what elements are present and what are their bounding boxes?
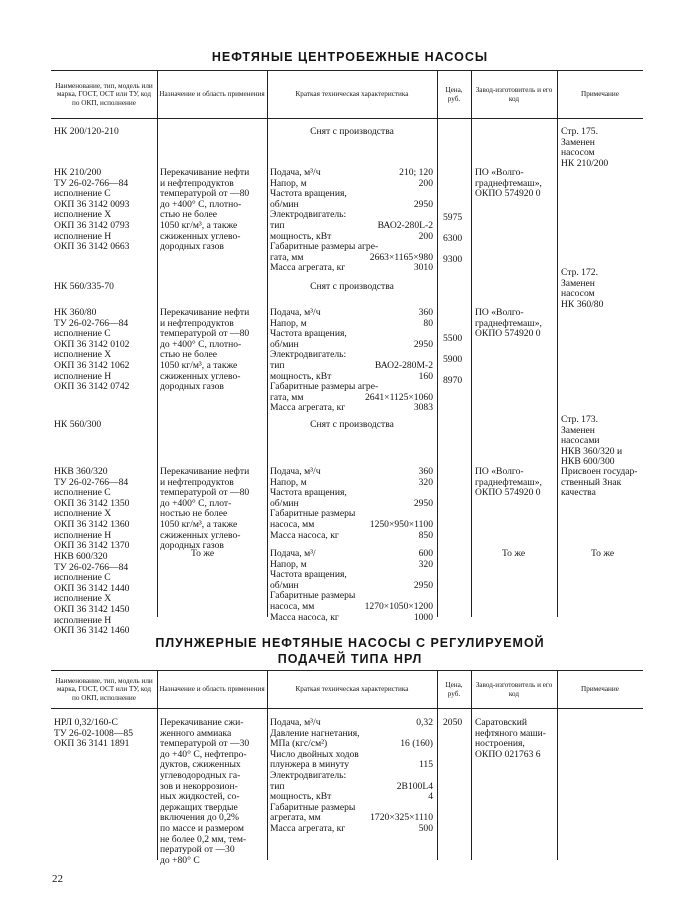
status-discontinued: Снят с производства (310, 419, 394, 430)
manufacturer: ПО «Волго- граднефтемаш», ОКПО 574920 0 (475, 466, 542, 499)
spec-label: Подача, м³/ч (270, 307, 321, 318)
col-divider (471, 670, 472, 860)
spec-label: мощность, кВт (270, 230, 332, 242)
spec-label: Электродвигатель: (270, 209, 347, 221)
spec-label: мощность, кВт (270, 370, 332, 382)
spec-list (270, 168, 433, 274)
spec-label: Подача, м³/ (270, 548, 316, 559)
spec-row (270, 308, 433, 319)
spec-label: Частота вращения, (270, 188, 347, 200)
spec-label: гата, мм (270, 391, 304, 403)
spec-label: об/мин (270, 497, 299, 509)
note: Стр. 173. Заменен насосами НКВ 360/320 и НКВ 600/300 (561, 414, 623, 468)
header-purpose: Назначение и область применения (159, 685, 265, 694)
header-maker: Завод-изготовитель и его код (475, 681, 553, 698)
spec-value: 2В100L4 (396, 780, 433, 792)
spec-label: тип (270, 219, 285, 231)
spec-value: 2950 (413, 497, 433, 509)
spec-list (270, 308, 433, 414)
price: 6300 (443, 233, 463, 244)
spec-label: Напор, м (270, 177, 307, 189)
header-price: Цена, руб. (445, 681, 463, 698)
spec-list (270, 718, 433, 835)
pump-name: НК 200/120-210 (54, 126, 119, 137)
spec-value: 115 (418, 759, 433, 771)
col-divider (157, 70, 158, 617)
spec-value: 2641×1125×1060 (364, 391, 433, 403)
section-title-plunger: ПЛУНЖЕРНЫЕ НЕФТЯНЫЕ НАСОСЫ С РЕГУЛИРУЕМОЙ ПОДАЧЕЙ ТИПА НРЛ (155, 636, 545, 666)
pump-name: НК 560/335-70 (54, 281, 114, 292)
spec-label: Напор, м (270, 476, 307, 488)
spec-row (270, 263, 433, 274)
header-specs: Краткая техническая характеристика (295, 90, 409, 99)
header-note: Примечание (581, 90, 619, 99)
spec-value: 2950 (413, 579, 433, 591)
spec-label: Электродвигатель: (270, 349, 347, 361)
col-divider (267, 70, 268, 617)
price: 5975 (443, 212, 463, 223)
spec-value: 200 (418, 177, 433, 189)
spec-label: Масса агрегата, кг (270, 822, 346, 834)
col-divider (157, 670, 158, 860)
spec-label: агрегата, мм (270, 812, 321, 824)
spec-value: 320 (418, 558, 433, 570)
spec-value: 1250×950×1100 (369, 518, 433, 530)
spec-label: тип (270, 780, 285, 792)
status-discontinued: Снят с производства (310, 126, 394, 137)
spec-label: Масса агрегата, кг (270, 262, 346, 274)
col-divider (557, 70, 558, 617)
spec-label: Подача, м³/ч (270, 717, 321, 728)
spec-label: Подача, м³/ч (270, 167, 321, 178)
spec-label: Масса насоса, кг (270, 529, 339, 541)
spec-label: плунжера в минуту (270, 759, 349, 771)
spec-label: Число двойных ходов (270, 748, 359, 760)
spec-row (270, 520, 433, 531)
spec-row (270, 221, 433, 232)
pump-name: НРЛ 0,32/160-С ТУ 26-02-1008—85 ОКП 36 3141 1891 (54, 717, 134, 750)
spec-label: об/мин (270, 198, 299, 210)
spec-value: 2950 (413, 198, 433, 210)
spec-label: Подача, м³/ч (270, 466, 321, 477)
spec-label: Габаритные размеры агре- (270, 381, 379, 393)
spec-row (270, 718, 433, 729)
spec-value: 3083 (413, 402, 433, 414)
col-divider (557, 670, 558, 860)
note: То же (591, 548, 615, 559)
price: 5500 (443, 333, 463, 344)
spec-label: об/мин (270, 338, 299, 350)
spec-label: гата, мм (270, 251, 304, 263)
spec-row (270, 531, 433, 542)
spec-label: Габаритные размеры (270, 508, 356, 520)
spec-label: Напор, м (270, 317, 307, 329)
spec-label: насоса, мм (270, 600, 315, 612)
note: Стр. 175. Заменен насосом НК 210/200 (561, 126, 609, 169)
spec-label: Масса агрегата, кг (270, 402, 346, 414)
status-discontinued: Снят с производства (310, 281, 394, 292)
spec-label: Масса насоса, кг (270, 611, 339, 623)
spec-row (270, 403, 433, 414)
spec-label: Частота вращения, (270, 487, 347, 499)
spec-value: 600 (418, 548, 433, 559)
plunger-pumps-table (51, 670, 643, 866)
note: Стр. 172. Заменен насосом НК 360/80 (561, 267, 604, 310)
col-divider (267, 670, 268, 860)
spec-value: ВАО2-280М-2 (374, 359, 433, 371)
spec-label: тип (270, 359, 285, 371)
manufacturer: ПО «Волго- граднефтемаш», ОКПО 574920 0 (475, 307, 542, 340)
spec-label: Частота вращения, (270, 569, 347, 581)
spec-row (270, 168, 433, 179)
table-header (51, 70, 643, 119)
pump-name: НК 560/300 (54, 419, 102, 430)
header-name: Наименование, тип, модель или марка, ГОСТ, ОСТ или ТУ, код по ОКП, исполнение (55, 677, 153, 702)
header-note: Примечание (581, 685, 619, 694)
spec-row (270, 824, 433, 835)
spec-value: 2950 (413, 338, 433, 350)
header-maker: Завод-изготовитель и его код (475, 86, 553, 103)
section-title-centrifugal: НЕФТЯНЫЕ ЦЕНТРОБЕЖНЫЕ НАСОСЫ (211, 50, 489, 64)
spec-row (270, 467, 433, 478)
table-header (51, 670, 643, 709)
header-name: Наименование, тип, модель или марка, ГОСТ, ОСТ или ТУ, код по ОКП, исполнение (55, 82, 153, 107)
spec-row (270, 549, 433, 560)
spec-label: мощность, кВт (270, 791, 332, 803)
spec-label: МПа (кгс/см²) (270, 738, 328, 750)
manufacturer: То же (502, 548, 526, 559)
header-price: Цена, руб. (445, 86, 463, 103)
purpose: Перекачивание нефти и нефтепродуктов температурой от —80 до +400° С, плотно- стью не более 1050 кг/м³, а также сжиженных углево- дородных газов (160, 167, 250, 253)
spec-value: 2663×1165×980 (369, 251, 433, 263)
spec-row (270, 771, 433, 782)
spec-label: об/мин (270, 579, 299, 591)
pump-name: НКВ 360/320 ТУ 26-02-766—84 исполнение С ОКП 36 3142 1350 исполнение Х ОКП 36 3142 1360 исполнение Н ОКП 36 3142 1370 (54, 466, 130, 552)
spec-label: Давление нагнетания, (270, 727, 360, 739)
spec-value: 80 (423, 317, 433, 329)
spec-label: Напор, м (270, 558, 307, 570)
spec-label: Частота вращения, (270, 328, 347, 340)
pump-name: НКВ 600/320 ТУ 26-02-766—84 исполнение С ОКП 36 3142 1440 исполнение Х ОКП 36 3142 1450 исполнение Н ОКП 36 3142 1460 (54, 551, 130, 637)
pump-name: НК 360/80 ТУ 26-02-766—84 исполнение С ОКП 36 3142 0102 исполнение Х ОКП 36 3142 1062 исполнение Н ОКП 36 3142 0742 (54, 307, 130, 393)
spec-value: 1000 (413, 611, 433, 623)
spec-value: 1270×1050×1200 (364, 600, 433, 612)
spec-label: насоса, мм (270, 518, 315, 530)
spec-value: 200 (418, 230, 433, 242)
purpose: Перекачивание сжи- женного аммиака температурой от —30 до +40° С, нефтепро- дуктов, сжиженных углеводородных га- зов и некоррозион- ных жидкостей, со- держащих твердые включения до 0,2% по массе и размером не более 0,2 мм, тем- пературой от —30 до +80° С (160, 717, 250, 866)
spec-value: 4 (428, 791, 433, 803)
manufacturer: Саратовский нефтяного маши- ностроения, ОКПО 021763 6 (475, 717, 547, 760)
spec-label: Электродвигатель: (270, 769, 347, 781)
note: Присвоен государ- ственный Знак качества (561, 466, 638, 499)
spec-value: 1720×325×1110 (370, 812, 433, 824)
spec-value: 0,32 (416, 717, 433, 728)
spec-value: 320 (418, 476, 433, 488)
purpose: То же (191, 548, 215, 559)
purpose: Перекачивание нефти и нефтепродуктов температурой от —80 до +400° С, плотно- стью не более 1050 кг/м³, а также сжиженных углево- дородных газов (160, 307, 250, 393)
header-specs: Краткая техническая характеристика (295, 685, 409, 694)
price: 5900 (443, 354, 463, 365)
spec-label: Габаритные размеры (270, 801, 356, 813)
col-divider (471, 70, 472, 617)
spec-row (270, 602, 433, 613)
manufacturer: ПО «Волго- граднефтемаш», ОКПО 574920 0 (475, 167, 542, 200)
pump-name: НК 210/200 ТУ 26-02-766—84 исполнение С ОКП 36 3142 0093 исполнение Х ОКП 36 3142 0793 исполнение Н ОКП 36 3142 0663 (54, 167, 130, 253)
spec-value: 850 (418, 529, 433, 541)
spec-row (270, 613, 433, 624)
spec-value: 360 (418, 466, 433, 477)
spec-list (270, 549, 433, 623)
purpose: Перекачивание нефти и нефтепродуктов температурой от —80 до +400° С, плот- ностью не более 1050 кг/м³, а также сжиженных углево- дородных газов (160, 466, 250, 552)
centrifugal-pumps-table (51, 70, 643, 637)
spec-row (270, 361, 433, 372)
spec-value: 16 (160) (400, 738, 433, 750)
header-purpose: Назначение и область применения (159, 90, 265, 99)
spec-label: Габаритные размеры агре- (270, 241, 379, 253)
spec-list (270, 467, 433, 541)
col-divider (437, 70, 438, 617)
page-number: 22 (52, 873, 63, 885)
spec-value: 360 (418, 307, 433, 318)
spec-value: ВАО2-280L-2 (377, 219, 433, 231)
spec-value: 160 (418, 370, 433, 382)
price: 8970 (443, 375, 463, 386)
spec-value: 500 (418, 822, 433, 834)
price: 2050 (443, 717, 463, 728)
spec-label: Габаритные размеры (270, 590, 356, 602)
price: 9300 (443, 254, 463, 265)
col-divider (437, 670, 438, 860)
spec-value: 210; 120 (399, 167, 433, 178)
spec-value: 3010 (413, 262, 433, 274)
